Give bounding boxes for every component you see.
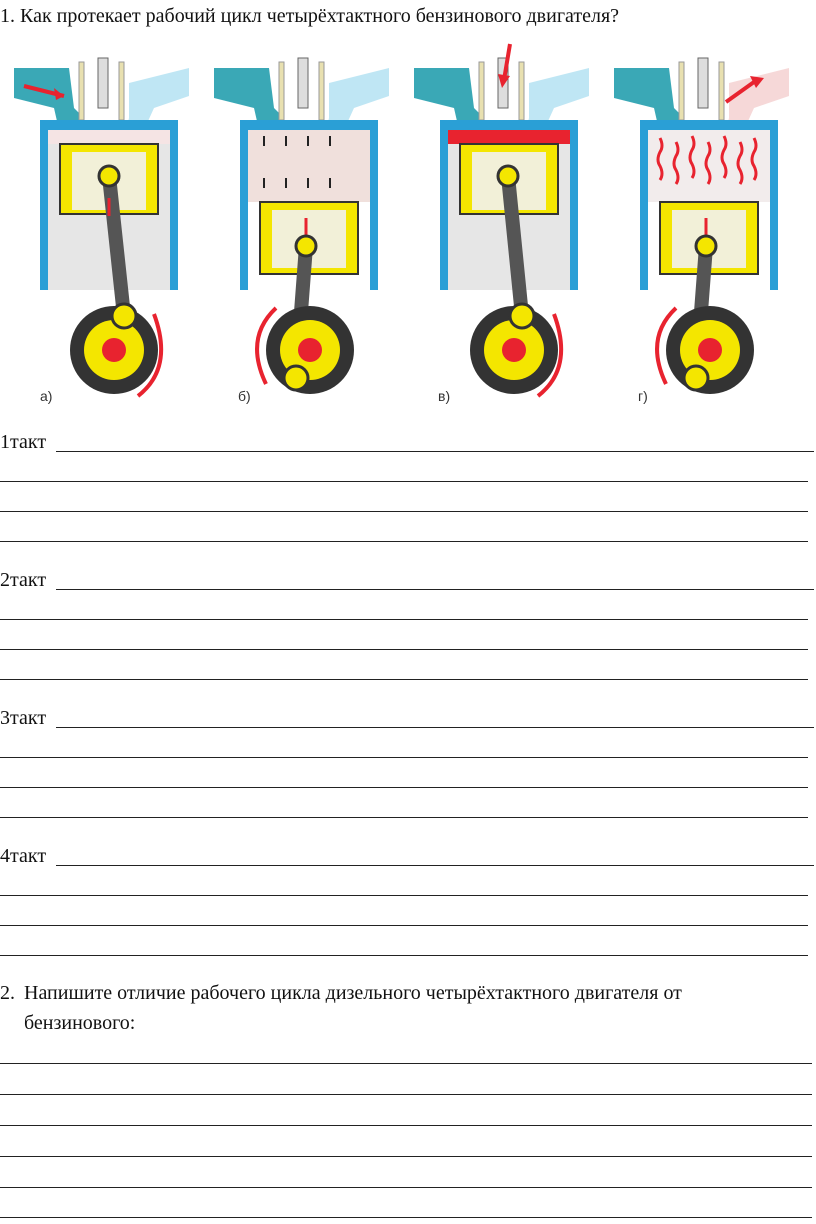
panel-compression	[214, 38, 404, 410]
answer-line	[0, 511, 808, 512]
answer-line	[56, 589, 814, 590]
answer-line	[56, 865, 814, 866]
stroke-1-label: 1такт	[0, 431, 47, 453]
question-1	[0, 2, 619, 30]
panel-compression-label: б)	[238, 388, 251, 404]
panel-intake	[14, 38, 204, 410]
answer-line	[0, 1125, 812, 1126]
answer-line	[0, 1187, 812, 1188]
answer-line	[0, 541, 808, 542]
question-2	[0, 978, 810, 1038]
answer-line	[0, 649, 808, 650]
question-2-text-line1: Напишите отличие рабочего цикла дизельного четырёхтактного двигателя от	[24, 982, 682, 1004]
panel-exhaust-label: г)	[638, 388, 648, 404]
question-2-number: 2.	[0, 982, 15, 1004]
exhaust-diagram	[614, 38, 804, 410]
stroke-2-label: 2такт	[0, 569, 47, 591]
answer-line	[0, 619, 808, 620]
answer-line	[56, 451, 814, 452]
stroke-3-label: 3такт	[0, 707, 47, 729]
answer-line	[0, 1156, 812, 1157]
answer-line	[0, 1094, 812, 1095]
answer-line	[0, 955, 808, 956]
panel-intake-label: а)	[40, 388, 53, 404]
answer-line	[0, 895, 808, 896]
stroke-4-label: 4такт	[0, 845, 47, 867]
answer-line	[0, 1063, 812, 1064]
engine-cycle-figure	[14, 38, 804, 410]
answer-line	[56, 727, 814, 728]
answer-line	[0, 481, 808, 482]
intake-diagram	[14, 38, 204, 410]
answer-line	[0, 757, 808, 758]
panel-power-label: в)	[438, 388, 451, 404]
question-1-number: 1.	[0, 5, 15, 27]
power-diagram	[414, 38, 604, 410]
answer-line	[0, 817, 808, 818]
answer-line	[0, 787, 808, 788]
question-2-text-line2: бензинового:	[24, 1012, 136, 1034]
panel-power	[414, 38, 604, 410]
answer-line	[0, 679, 808, 680]
compression-diagram	[214, 38, 404, 410]
question-1-text: Как протекает рабочий цикл четырёхтактного бензинового двигателя?	[20, 5, 620, 27]
answer-line	[0, 1217, 812, 1218]
answer-line	[0, 925, 808, 926]
panel-exhaust	[614, 38, 804, 410]
